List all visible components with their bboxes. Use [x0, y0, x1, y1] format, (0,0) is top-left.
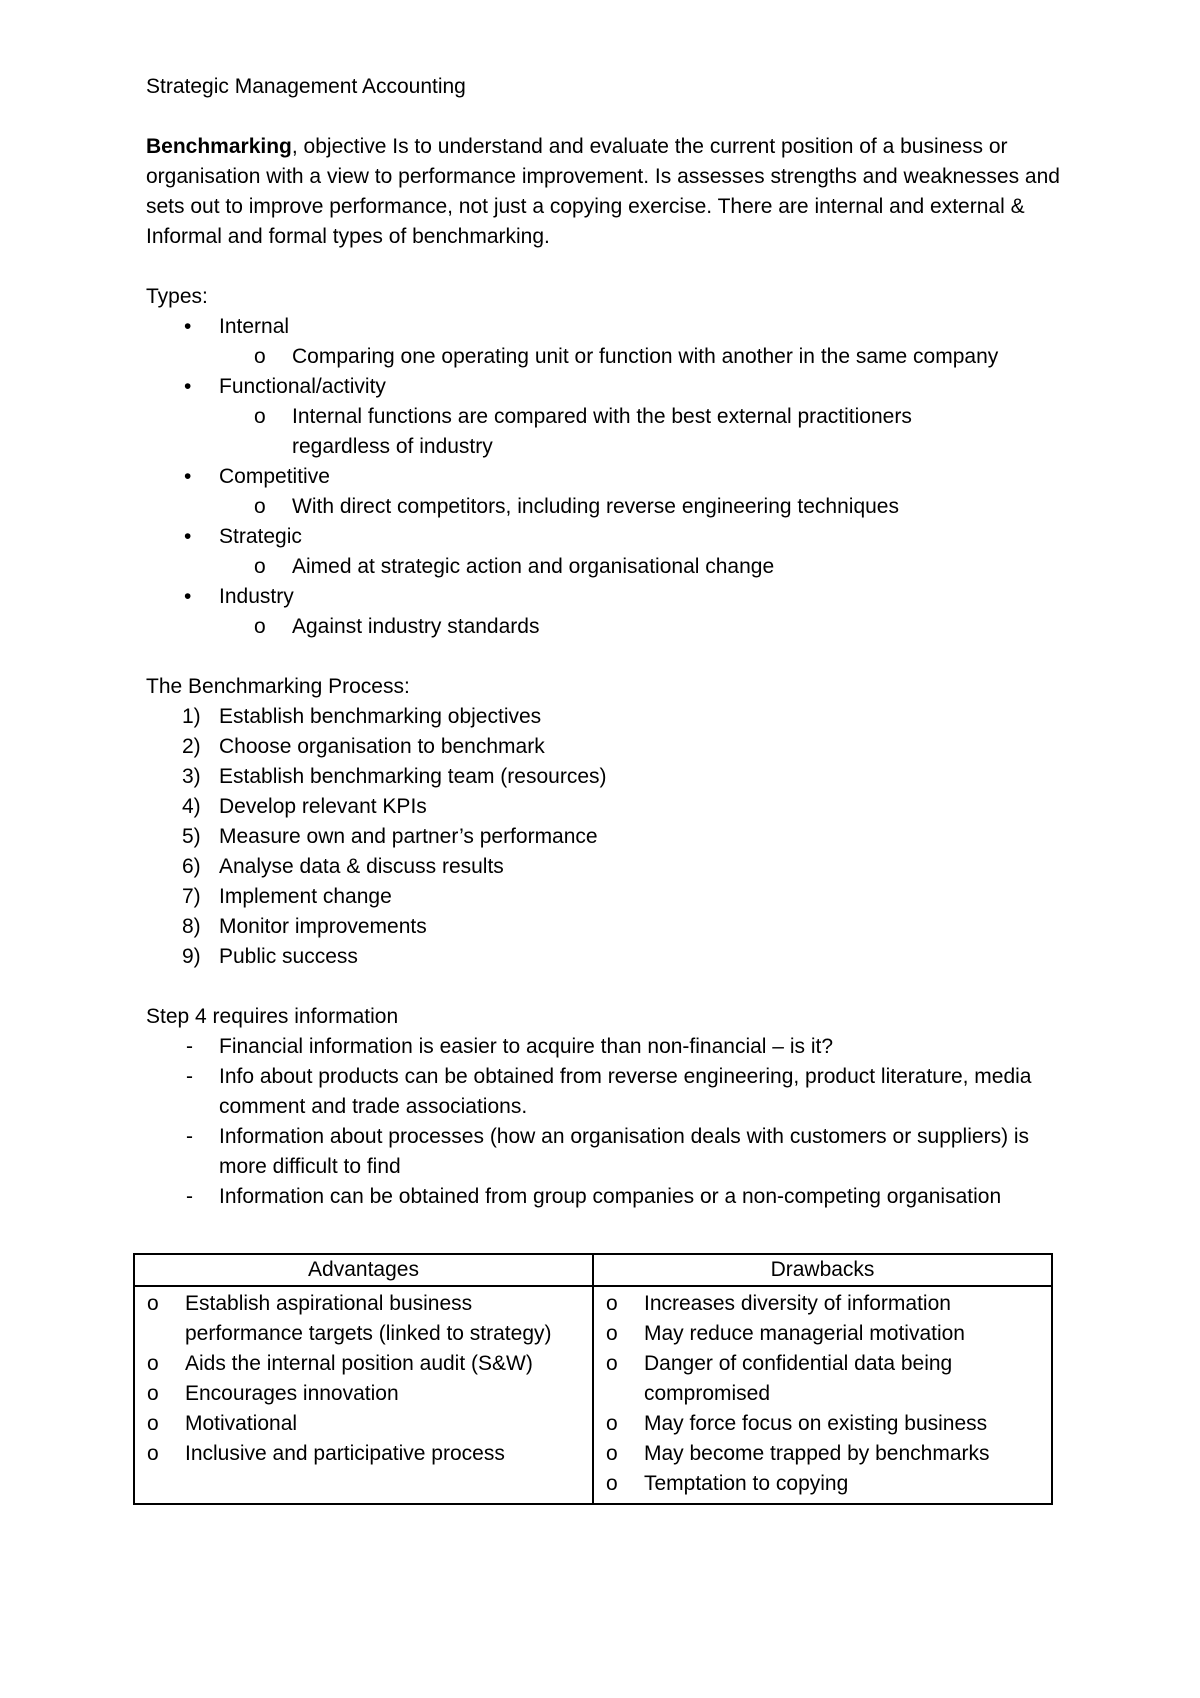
- circle-bullet-icon: o: [147, 1442, 159, 1465]
- dash-icon: -: [186, 1065, 193, 1088]
- dash-icon: -: [186, 1185, 193, 1208]
- info-item: - Information can be obtained from group companies or a non-competing organisation: [146, 1182, 1066, 1212]
- type-name: Strategic: [219, 525, 302, 548]
- process-step: 6) Analyse data & discuss results: [182, 855, 504, 878]
- type-item-strategic: [146, 522, 1066, 582]
- process-step: 4) Develop relevant KPIs: [182, 795, 427, 818]
- type-item-industry: [146, 582, 1066, 642]
- process-step: 9) Public success: [182, 945, 358, 968]
- process-step: 5) Measure own and partner’s performance: [182, 825, 598, 848]
- type-item-competitive: [146, 462, 1066, 522]
- circle-bullet-icon: o: [254, 345, 266, 368]
- bullet-icon: •: [184, 525, 192, 548]
- bullet-icon: •: [184, 315, 192, 338]
- circle-bullet-icon: o: [606, 1442, 618, 1465]
- intro-paragraph: [146, 132, 1066, 252]
- dash-icon: -: [186, 1125, 193, 1148]
- advantages-drawbacks-table: [133, 1253, 1053, 1505]
- process-steps: [146, 702, 1066, 972]
- process-step: 8) Monitor improvements: [182, 915, 427, 938]
- advantage-item: o Inclusive and participative process: [141, 1439, 586, 1469]
- circle-bullet-icon: o: [606, 1352, 618, 1375]
- type-detail: o With direct competitors, including reverse engineering techniques: [219, 492, 1066, 522]
- advantages-cell: [134, 1286, 593, 1504]
- process-step: 3) Establish benchmarking team (resources): [182, 765, 607, 788]
- circle-bullet-icon: o: [147, 1412, 159, 1435]
- process-step: 1) Establish benchmarking objectives: [182, 705, 542, 728]
- advantages-header: Advantages: [134, 1254, 593, 1286]
- type-item-functional: [146, 372, 1066, 462]
- circle-bullet-icon: o: [606, 1472, 618, 1495]
- type-detail: o Comparing one operating unit or function with another in the same company: [219, 342, 1066, 372]
- advantage-item: o Encourages innovation: [141, 1379, 586, 1409]
- circle-bullet-icon: o: [254, 495, 266, 518]
- circle-bullet-icon: o: [606, 1412, 618, 1435]
- advantage-item: o Establish aspirational business performance targets (linked to strategy): [141, 1289, 586, 1349]
- process-step: 2) Choose organisation to benchmark: [182, 735, 545, 758]
- drawbacks-header: Drawbacks: [593, 1254, 1052, 1286]
- type-detail: o Against industry standards: [219, 612, 1066, 642]
- info-item: - Financial information is easier to acquire than non-financial – is it?: [146, 1032, 1066, 1062]
- circle-bullet-icon: o: [147, 1382, 159, 1405]
- document-title: Strategic Management Accounting: [146, 75, 466, 98]
- types-list: [146, 312, 1066, 642]
- drawback-item: o Increases diversity of information: [600, 1289, 1045, 1319]
- circle-bullet-icon: o: [147, 1352, 159, 1375]
- step4-heading: Step 4 requires information: [146, 1005, 399, 1028]
- drawback-item: o May become trapped by benchmarks: [600, 1439, 1045, 1469]
- types-heading: Types:: [146, 285, 208, 308]
- info-item: - Information about processes (how an organisation deals with customers or suppliers) is more difficult to find: [146, 1122, 1066, 1182]
- bullet-icon: •: [184, 585, 192, 608]
- type-item-internal: [146, 312, 1066, 372]
- drawback-item: o May force focus on existing business: [600, 1409, 1045, 1439]
- circle-bullet-icon: o: [254, 405, 266, 428]
- info-item: - Info about products can be obtained from reverse engineering, product literature, media comment and trade associations.: [146, 1062, 1066, 1122]
- circle-bullet-icon: o: [606, 1322, 618, 1345]
- drawbacks-cell: [593, 1286, 1052, 1504]
- type-name: Industry: [219, 585, 294, 608]
- circle-bullet-icon: o: [254, 615, 266, 638]
- document-page: [146, 72, 1066, 1242]
- type-name: Functional/activity: [219, 375, 386, 398]
- type-detail: o Aimed at strategic action and organisational change: [219, 552, 1066, 582]
- intro-term: Benchmarking: [146, 135, 292, 158]
- process-step: 7) Implement change: [182, 885, 392, 908]
- advantage-item: o Motivational: [141, 1409, 586, 1439]
- circle-bullet-icon: o: [147, 1292, 159, 1315]
- circle-bullet-icon: o: [254, 555, 266, 578]
- bullet-icon: •: [184, 465, 192, 488]
- type-name: Competitive: [219, 465, 330, 488]
- step4-list: [146, 1032, 1066, 1212]
- drawback-item: o Temptation to copying: [600, 1469, 1045, 1499]
- advantage-item: o Aids the internal position audit (S&W): [141, 1349, 586, 1379]
- drawback-item: o May reduce managerial motivation: [600, 1319, 1045, 1349]
- process-heading: The Benchmarking Process:: [146, 675, 410, 698]
- type-name: Internal: [219, 315, 290, 338]
- circle-bullet-icon: o: [606, 1292, 618, 1315]
- dash-icon: -: [186, 1035, 193, 1058]
- drawback-item: o Danger of confidential data being compromised: [600, 1349, 1045, 1409]
- type-detail: o Internal functions are compared with the best external practitioners regardless of industry: [219, 402, 1066, 462]
- intro-text: , objective Is to understand and evaluate the current position of a business or organisation with a view to performance improvement. Is assesses strengths and weaknesses and sets out to improve performance, not just a copying exercise. There are internal and external & Informal and formal types of benchmarking.: [146, 135, 1060, 248]
- bullet-icon: •: [184, 375, 192, 398]
